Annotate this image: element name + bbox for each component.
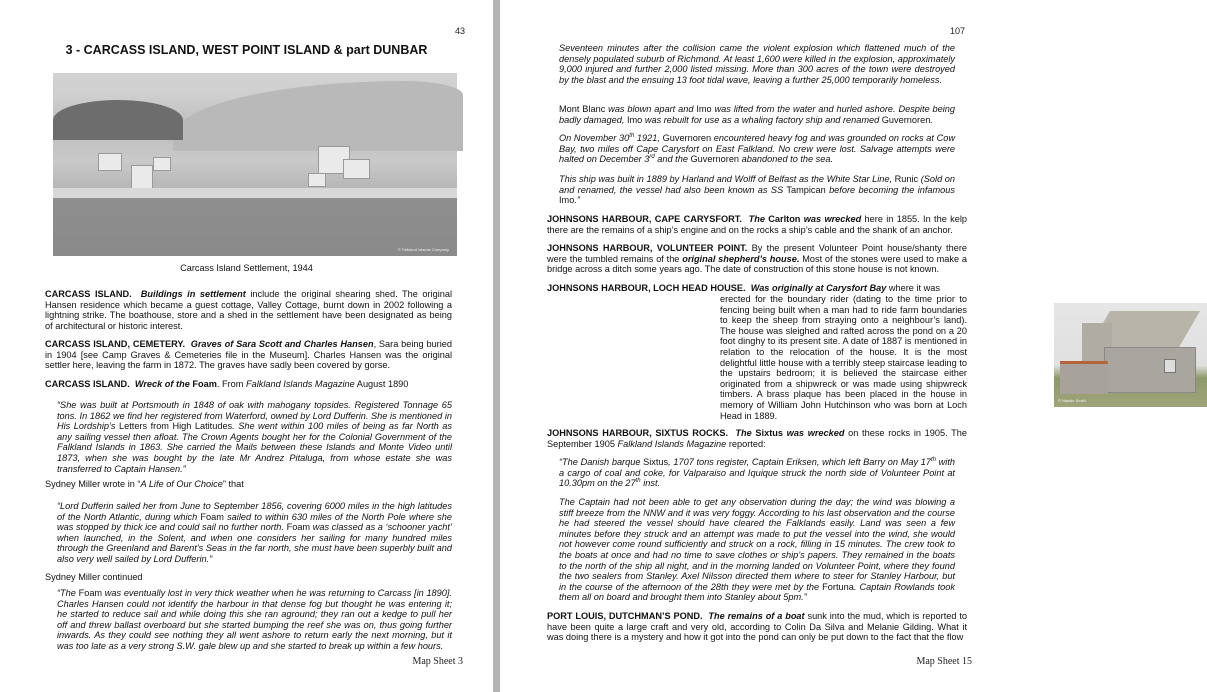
page-divider (493, 0, 500, 692)
section-port-louis: PORT LOUIS, DUTCHMAN’S POND. The remains of a boat sunk into the mud, which is reported to have been quite a large craft and very old, according to Colin Da Silva and Melanie Gilding. What it was doing there is a mystery and how it got into the pond can only be put down to the fact that the flow (547, 611, 967, 643)
right-page (500, 0, 1086, 692)
quote-explosion: Seventeen minutes after the collision came the violent explosion which flattened much of the densely populated suburb of Richmond. At least 1,600 were killed in the explosion, approximately 9,000 injured and further 2,000 listed missing. More than 300 acres of the town were destroyed by the blast and the ensuing 13 foot tidal wave, leaving a further 25,000 temporarily homeless. (559, 43, 955, 85)
quote-guvernoren: On November 30th 1921, Guvernoren encountered heavy fog and was grounded on rocks at Cow Bay, two miles off Cape Carysfort on East Falkland. No crew were lost. Salvage attempts were halted on December 3rd and the Guvernoren abandoned to the sea. (559, 132, 955, 165)
miller-continued: Sydney Miller continued (45, 572, 143, 582)
quote-foam-lost: “The Foam was eventually lost in very thick weather when he was returning to Carcass [in 1890]. Charles Hansen could not identify the harbour in that dense fog but thought he was entering it; he started to reduce sail and while doing this she ran aground; they ran out a kedge to pull her off and threw ballast overboard but she started bumping the reef she was on, thus going further inwards. As they could see nothing they all went ashore to return early the next morning, but it was too late as a very strong S.W. gale blew up and she started to break up within a few hours. (57, 588, 452, 651)
page-number: 43 (455, 26, 466, 36)
quote-mont-blanc: Mont Blanc was blown apart and Imo was lifted from the water and hurled ashore. Despite being badly damaged, Imo was rebuilt for use as a whaling factory ship and renamed Guvernoren. (559, 104, 955, 125)
photo-caption: Carcass Island Settlement, 1944 (180, 263, 313, 273)
section-cape-carysfort: JOHNSONS HARBOUR, CAPE CARYSFORT. The Carlton was wrecked here in 1855. In the kelp there are the remains of a ship’s engine and on the rocks a ship’s cable and the shank of an anchor. (547, 214, 967, 235)
map-sheet-footer: Map Sheet 3 (412, 656, 463, 667)
section-volunteer-point: JOHNSONS HARBOUR, VOLUNTEER POINT. By the present Volunteer Point house/shanty there were the tumbled remains of the original shepherd’s house. Most of the stones were used to make a bridge across a ditch some years ago. The date of construction of this stone house is not known. (547, 243, 967, 275)
quote-sixtus-1: “The Danish barque Sixtus, 1707 tons register, Captain Eriksen, which left Barry on May 17th with a cargo of coal and coke, for Valparaiso and Iquique struck the north side of Volunteer Point at 10.30pm on the 27th inst. (559, 456, 955, 489)
left-page (0, 0, 493, 692)
page-number: 107 (950, 26, 966, 36)
miller-intro: Sydney Miller wrote in “A Life of Our Choice” that (45, 479, 244, 489)
quote-dufferin: “Lord Dufferin sailed her from June to September 1856, covering 6000 miles in the high latitudes of the North Atlantic, during which Foam sailed to within 630 miles of the North Pole where she was stopped by thick ice and could sail no further north. Foam was classed as a ‘schooner yacht’ when launched, in the Solent, and when one considers her sailing for many hundred miles through the Greenland and Barent’s Seas in the far north, she must have been superbly built and also very well sailed by Lord Dufferin.” (57, 501, 452, 564)
photo-credit: © Falkland Islands Company (397, 247, 449, 252)
section-carcass-cemetery: CARCASS ISLAND, CEMETERY. Graves of Sara Scott and Charles Hansen, Sara being buried in 1904 [see Camp Graves & Cemeteries file in the Museum]. Charles Hansen was the original settler here, leaving the farm in 1872. The graves have sadly been covered by gorse. (45, 339, 452, 371)
quote-foam-history: “She was built at Portsmouth in 1848 of oak with mahogany topsides. Registered Tonnage 65 tons. In 1862 we find her registered from Waterford, owned by Lord Dufferin. She is mentioned in His Lordship’s Letters from High Latitudes. She went within 100 miles of being as far North as any sailing vessel then afloat. The Crown Agents bought her for the Colonial Government of the Falkland Islands in 1863. She carried the Mails between these Islands and Monte Video until 1873, when she was bought by the late Mr Andrez Pitaluga, from whose estate she was transferred to Captain Hansen.” (57, 400, 452, 474)
section-wreck-of-foam: CARCASS ISLAND. Wreck of the Foam. From Falkland Islands Magazine August 1890 (45, 379, 409, 389)
page-title: 3 - CARCASS ISLAND, WEST POINT ISLAND & part DUNBAR (65, 43, 428, 57)
photo-credit: © Natalie Smith (1058, 398, 1086, 403)
quote-runic: This ship was built in 1889 by Harland and Wolff of Belfast as the White Star Line, Runic (Sold on and renamed, the vessel had also been known as SS Tampican before becoming the infamous Imo.” (559, 174, 955, 206)
loch-head-house-photo (1054, 303, 1207, 407)
section-sixtus-rocks: JOHNSONS HARBOUR, SIXTUS ROCKS. The Sixtus was wrecked on these rocks in 1905. The September 1905 Falkland Islands Magazine reported: (547, 428, 967, 449)
settlement-photo (53, 73, 457, 256)
quote-sixtus-2: The Captain had not been able to get any observation during the day; the wind was blowing a stiff breeze from the NNW and it was very foggy. According to his last observation and the course he had steered the vessel should have cleared the Falklands easily. Land was seen a few minutes before they struck and an attempt was made to put the vessel into the wind, she would not however come round sufficiently and struck on a rock, filling in 15 minutes. The crew took to the boats at once and had no time to save clothes or ship’s papers. They remained in the boats to the north of the ship all night, and in the morning landed on Volunteer Point, where they found the two sealers from Stanley. Axel Nilsson directed them where to steer for Stanley Harbour, but in the course of the afternoon of the 28th they were met by the Fortuna. Captain Rowlands took them all on board and brought them into Stanley about 5pm.” (559, 497, 955, 603)
section-loch-head-body: erected for the boundary rider (dating to the time prior to fencing being built when a man had to ride farm boundaries to keep the sheep from straying onto a neighbour’s land). The house was sleighed and rafted across the pond on a 20 foot dinghy to its present site. A date of 1887 is mentioned in relation to the relocation of the house. It is the most delightful little house with a terribly steep staircase leading to the upstairs bedroom; it is believed the staircase either originated from a shipwreck or was made using shipwreck timbers. A brass plaque has been placed in the house in memory of William John Hutchinson who was born at Loch Head in 1889. (720, 294, 967, 421)
section-loch-head-heading: JOHNSONS HARBOUR, LOCH HEAD HOUSE. Was originally at Carysfort Bay where it was (547, 283, 940, 293)
map-sheet-footer: Map Sheet 15 (916, 656, 972, 667)
section-carcass-buildings: CARCASS ISLAND. Buildings in settlement include the original shearing shed. The original Hansen residence which became a guest cottage, Valley Cottage, burnt down in 2002 following a lightning strike. The boathouse, store and a shed in the settlement have been designated as being of architectural or historic interest. (45, 289, 453, 331)
